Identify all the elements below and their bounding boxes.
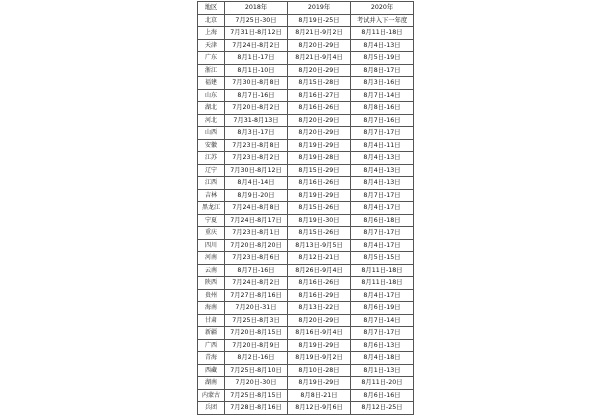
- date-2018-cell: 7月24日-8月8日: [225, 202, 288, 215]
- date-2018-cell: 7月31日-8月12日: [225, 27, 288, 40]
- table-row: [198, 239, 414, 252]
- table-row: [198, 64, 414, 77]
- date-2020-cell: 8月4日-17日: [351, 202, 414, 215]
- date-2020-cell: 8月11日-20日: [351, 377, 414, 390]
- date-2019-cell: 8月26日-9月4日: [288, 264, 351, 277]
- date-2020-cell: 8月4日-13日: [351, 177, 414, 190]
- date-2019-cell: 8月20日-29日: [288, 127, 351, 140]
- date-2019-cell: 8月16日-26日: [288, 102, 351, 115]
- region-cell: 宁夏: [198, 214, 225, 227]
- date-2019-cell: 8月21日-9月4日: [288, 52, 351, 65]
- date-2018-cell: 7月25日-30日: [225, 14, 288, 27]
- table-row: [198, 277, 414, 290]
- date-2018-cell: 8月7日-16日: [225, 264, 288, 277]
- region-cell: 内蒙古: [198, 389, 225, 402]
- date-2019-cell: 8月13日-9月5日: [288, 239, 351, 252]
- region-cell: 重庆: [198, 227, 225, 240]
- date-2019-cell: 8月13日-22日: [288, 302, 351, 315]
- date-2020-cell: 8月11日-18日: [351, 264, 414, 277]
- region-cell: 辽宁: [198, 164, 225, 177]
- date-2020-cell: 8月4日-13日: [351, 164, 414, 177]
- table-row: [198, 327, 414, 340]
- date-2018-cell: 7月24日-8月17日: [225, 214, 288, 227]
- date-2019-cell: 8月20日-29日: [288, 114, 351, 127]
- date-2018-cell: 8月2日-16日: [225, 352, 288, 365]
- table-row: [198, 202, 414, 215]
- table-row: [198, 89, 414, 102]
- date-2018-cell: 7月25日-8月15日: [225, 389, 288, 402]
- date-2019-cell: 8月19日-25日: [288, 14, 351, 27]
- header-cell-2019: 2019年: [288, 2, 351, 15]
- date-2020-cell: 8月11日-18日: [351, 277, 414, 290]
- region-cell: 山东: [198, 89, 225, 102]
- region-cell: 四川: [198, 239, 225, 252]
- date-2018-cell: 7月24日-8月2日: [225, 277, 288, 290]
- date-2018-cell: 7月20日-8月2日: [225, 102, 288, 115]
- date-2018-cell: 7月23日-8月8日: [225, 139, 288, 152]
- date-2020-cell: 8月7日-17日: [351, 127, 414, 140]
- region-cell: 新疆: [198, 327, 225, 340]
- date-2019-cell: 8月21日-9月2日: [288, 27, 351, 40]
- region-cell: 天津: [198, 39, 225, 52]
- region-cell: 江西: [198, 177, 225, 190]
- table-row: [198, 264, 414, 277]
- exam-schedule-table: [197, 1, 414, 415]
- table-row: [198, 339, 414, 352]
- date-2018-cell: 7月20日-31日: [225, 302, 288, 315]
- date-2020-cell: 8月7日-14日: [351, 89, 414, 102]
- table-row: [198, 214, 414, 227]
- table-row: [198, 77, 414, 90]
- date-2020-cell: 8月6日-13日: [351, 339, 414, 352]
- date-2019-cell: 8月19日-29日: [288, 339, 351, 352]
- date-2020-cell: 8月12日-25日: [351, 402, 414, 415]
- date-2018-cell: 7月30日-8月8日: [225, 77, 288, 90]
- date-2020-cell: 8月4日-17日: [351, 239, 414, 252]
- table-row: [198, 227, 414, 240]
- date-2020-cell: 8月8日-17日: [351, 64, 414, 77]
- header-row: [198, 2, 414, 15]
- schedule-table-container: [197, 1, 413, 411]
- region-cell: 甘肃: [198, 314, 225, 327]
- date-2019-cell: 8月19日-29日: [288, 189, 351, 202]
- region-cell: 海南: [198, 302, 225, 315]
- table-row: [198, 314, 414, 327]
- date-2018-cell: 7月31-8月13日: [225, 114, 288, 127]
- date-2018-cell: 7月27日-8月16日: [225, 289, 288, 302]
- date-2018-cell: 7月30日-8月12日: [225, 164, 288, 177]
- date-2019-cell: 8月12日-21日: [288, 252, 351, 265]
- date-2018-cell: 8月9日-20日: [225, 189, 288, 202]
- table-body: [198, 14, 414, 414]
- date-2020-cell: 8月7日-17日: [351, 327, 414, 340]
- region-cell: 西藏: [198, 364, 225, 377]
- table-row: [198, 189, 414, 202]
- region-cell: 浙江: [198, 64, 225, 77]
- date-2019-cell: 8月19日-9月2日: [288, 352, 351, 365]
- region-cell: 吉林: [198, 189, 225, 202]
- date-2020-cell: 8月6日-18日: [351, 214, 414, 227]
- date-2020-cell: 8月1日-13日: [351, 364, 414, 377]
- table-row: [198, 139, 414, 152]
- date-2018-cell: 8月4日-14日: [225, 177, 288, 190]
- date-2020-cell: 8月4日-18日: [351, 352, 414, 365]
- date-2018-cell: 7月23日-8月6日: [225, 252, 288, 265]
- date-2018-cell: 7月24日-8月2日: [225, 39, 288, 52]
- date-2018-cell: 7月20日-30日: [225, 377, 288, 390]
- date-2019-cell: 8月19日-30日: [288, 214, 351, 227]
- table-row: [198, 27, 414, 40]
- date-2018-cell: 7月23日-8月2日: [225, 152, 288, 165]
- date-2019-cell: 8月19日-29日: [288, 377, 351, 390]
- date-2018-cell: 7月25日-8月3日: [225, 314, 288, 327]
- region-cell: 云南: [198, 264, 225, 277]
- table-row: [198, 102, 414, 115]
- date-2020-cell: 8月4日-13日: [351, 39, 414, 52]
- date-2019-cell: 8月16日-9月4日: [288, 327, 351, 340]
- date-2018-cell: 7月20日-8月9日: [225, 339, 288, 352]
- date-2019-cell: 8月16日-26日: [288, 277, 351, 290]
- date-2018-cell: 7月20日-8月15日: [225, 327, 288, 340]
- date-2020-cell: 8月11日-18日: [351, 27, 414, 40]
- date-2020-cell: 8月4日-17日: [351, 289, 414, 302]
- table-row: [198, 364, 414, 377]
- table-row: [198, 302, 414, 315]
- table-row: [198, 402, 414, 415]
- region-cell: 青海: [198, 352, 225, 365]
- date-2018-cell: 8月1日-10日: [225, 64, 288, 77]
- region-cell: 湖南: [198, 377, 225, 390]
- date-2020-cell: 8月7日-17日: [351, 189, 414, 202]
- date-2018-cell: 7月23日-8月1日: [225, 227, 288, 240]
- date-2020-cell: 8月6日-16日: [351, 389, 414, 402]
- date-2018-cell: 7月20日-8月20日: [225, 239, 288, 252]
- date-2019-cell: 8月16日-26日: [288, 177, 351, 190]
- date-2018-cell: 7月25日-8月10日: [225, 364, 288, 377]
- date-2019-cell: 8月15日-28日: [288, 77, 351, 90]
- date-2019-cell: 8月15日-29日: [288, 164, 351, 177]
- date-2018-cell: 8月3日-17日: [225, 127, 288, 140]
- region-cell: 福建: [198, 77, 225, 90]
- table-row: [198, 39, 414, 52]
- date-2019-cell: 8月15日-26日: [288, 202, 351, 215]
- date-2020-cell: 8月7日-16日: [351, 114, 414, 127]
- date-2019-cell: 8月19日-29日: [288, 139, 351, 152]
- region-cell: 广西: [198, 339, 225, 352]
- date-2020-cell: 8月7日-17日: [351, 227, 414, 240]
- date-2018-cell: 7月28日-8月16日: [225, 402, 288, 415]
- date-2020-cell: 8月4日-11日: [351, 139, 414, 152]
- date-2019-cell: 8月10日-28日: [288, 364, 351, 377]
- table-row: [198, 377, 414, 390]
- region-cell: 广东: [198, 52, 225, 65]
- region-cell: 山西: [198, 127, 225, 140]
- header-cell-2018: 2018年: [225, 2, 288, 15]
- table-row: [198, 352, 414, 365]
- date-2019-cell: 8月16日-29日: [288, 289, 351, 302]
- header-cell-2020: 2020年: [351, 2, 414, 15]
- date-2020-cell: 8月5日-19日: [351, 52, 414, 65]
- table-row: [198, 52, 414, 65]
- region-cell: 江苏: [198, 152, 225, 165]
- region-cell: 湖北: [198, 102, 225, 115]
- date-2018-cell: 8月7日-16日: [225, 89, 288, 102]
- date-2019-cell: 8月15日-26日: [288, 227, 351, 240]
- date-2020-cell: 8月7日-14日: [351, 314, 414, 327]
- date-2020-cell: 8月8日-16日: [351, 102, 414, 115]
- date-2020-cell: 8月6日-19日: [351, 302, 414, 315]
- table-row: [198, 177, 414, 190]
- date-2019-cell: 8月20日-29日: [288, 39, 351, 52]
- region-cell: 安徽: [198, 139, 225, 152]
- region-cell: 河北: [198, 114, 225, 127]
- date-2020-cell: 8月5日-15日: [351, 252, 414, 265]
- date-2019-cell: 8月16日-27日: [288, 89, 351, 102]
- table-row: [198, 164, 414, 177]
- region-cell: 北京: [198, 14, 225, 27]
- region-cell: 河南: [198, 252, 225, 265]
- date-2019-cell: 8月20日-29日: [288, 64, 351, 77]
- date-2018-cell: 8月1日-17日: [225, 52, 288, 65]
- region-cell: 黑龙江: [198, 202, 225, 215]
- table-row: [198, 152, 414, 165]
- table-row: [198, 252, 414, 265]
- date-2019-cell: 8月8日-21日: [288, 389, 351, 402]
- table-row: [198, 289, 414, 302]
- region-cell: 贵州: [198, 289, 225, 302]
- date-2020-cell: 8月3日-16日: [351, 77, 414, 90]
- date-2019-cell: 8月12日-9月6日: [288, 402, 351, 415]
- date-2020-cell: 8月4日-13日: [351, 152, 414, 165]
- region-cell: 上海: [198, 27, 225, 40]
- region-cell: 兵团: [198, 402, 225, 415]
- date-2020-cell: 考试并入下一年度: [351, 14, 414, 27]
- table-row: [198, 114, 414, 127]
- region-cell: 陕西: [198, 277, 225, 290]
- table-row: [198, 14, 414, 27]
- date-2019-cell: 8月19日-28日: [288, 152, 351, 165]
- date-2019-cell: 8月20日-29日: [288, 314, 351, 327]
- table-row: [198, 127, 414, 140]
- header-cell-region: 地区: [198, 2, 225, 15]
